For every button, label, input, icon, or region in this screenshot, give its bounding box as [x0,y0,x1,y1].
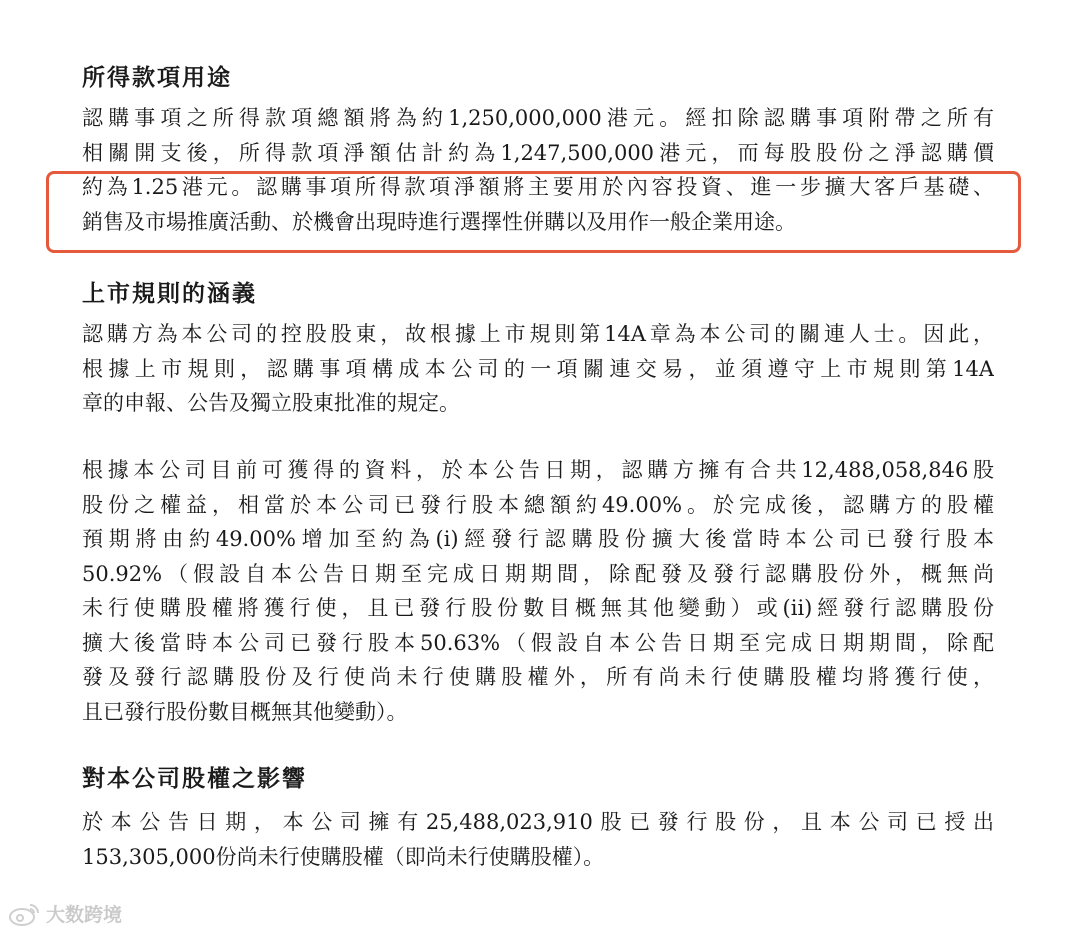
paragraph-shareholding-effect [82,805,994,874]
text-line: 章的申報、公告及獨立股東批准的規定。 [82,391,460,415]
text-line: 根據本公司目前可獲得的資料，於本公告日期，認購方擁有合共12,488,058,846股 [82,458,994,482]
text-line: 相關開支後，所得款項淨額估計約為1,247,500,000港元，而每股股份之淨認購價 [82,140,994,165]
text-line: 擴大後當時本公司已發行股本50.63%（假設自本公告日期至完成日期期間，除配 [82,630,994,655]
paragraph-listing-rules-1 [82,317,994,421]
text-line: 於本公告日期，本公司擁有25,488,023,910股已發行股份，且本公司已授出 [82,810,994,834]
section-heading-shareholding-effect: 對本公司股權之影響 [82,766,307,792]
text-line: 發及發行認購股份及行使尚未行使購股權外，所有尚未行使購股權均將獲行使， [82,665,994,689]
text-line: 根據上市規則，認購事項構成本公司的一項關連交易，並須遵守上市規則第14A [82,356,994,381]
section-heading-use-of-proceeds: 所得款項用途 [82,65,232,91]
watermark-text: 大数跨境 [46,904,123,926]
text-line: 預期將由約49.00%增加至約為(i)經發行認購股份擴大後當時本公司已發行股本 [82,527,994,551]
text-line: 認購事項之所得款項總額將為約1,250,000,000港元。經扣除認購事項附帶之所有 [82,106,994,130]
section-heading-listing-rules: 上市規則的涵義 [82,281,257,307]
text-line: 50.92%（假設自本公告日期至完成日期期間，除配發及發行認購股份外，概無尚 [82,561,994,586]
watermark [8,900,122,927]
text-line: 銷售及市場推廣活動、於機會出現時進行選擇性併購以及用作一般企業用途。 [82,209,796,234]
text-line: 153,305,000份尚未行使購股權（即尚未行使購股權）。 [82,844,605,869]
weibo-logo-icon [8,901,42,927]
text-line: 認購方為本公司的控股股東，故根據上市規則第14A章為本公司的關連人士。因此， [82,322,994,346]
text-line: 約為1.25港元。認購事項所得款項淨額將主要用於內容投資、進一步擴大客戶基礎、 [82,175,994,199]
text-line: 且已發行股份數目概無其他變動）。 [82,699,408,724]
highlight-box [46,171,1021,253]
paragraph-listing-rules-2 [82,453,994,729]
text-line: 股份之權益，相當於本公司已發行股本總額約49.00%。於完成後，認購方的股權 [82,492,994,517]
text-line: 未行使購股權將獲行使，且已發行股份數目概無其他變動）或(ii)經發行認購股份 [82,596,994,620]
